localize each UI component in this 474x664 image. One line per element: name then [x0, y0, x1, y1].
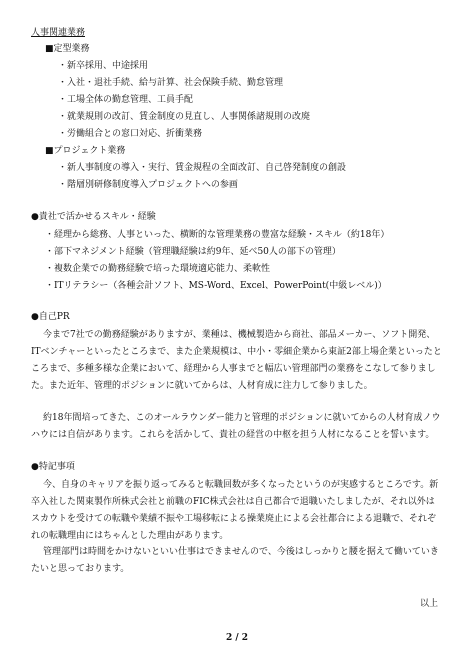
routine-item: ・入社・退社手続、給与計算、社会保険手続、勤怠管理	[58, 78, 284, 88]
notes-paragraph: 管理部門は時間をかけないといい仕事はできませんので、今後はしっかりと腰を据えて働いていきたいと思っております。	[31, 547, 439, 574]
routine-item: ・労働組合との窓口対応、折衝業務	[58, 129, 203, 139]
notes-paragraph: 今、自身のキャリアを振り返ってみると転職回数が多くなったというのが実感するところです。新卒入社した関東製作所株式会社と前職のFIC株式会社は自己都合で退職いたしましたが、それ以外はスカウトを受けての転職や業績不振や工場移転による操業廃止による会社都合による退職で、それぞれの転職理由にはちゃんとした理由があります。	[31, 480, 439, 541]
routine-item: ・新卒採用、中途採用	[58, 61, 149, 71]
routine-item: ・工場全体の勤怠管理、工員手配	[58, 95, 194, 105]
project-item: ・新人事制度の導入・実行、賃金規程の全面改訂、自己啓発制度の創設	[58, 163, 347, 173]
subsection-project: ■プロジェクト業務	[45, 146, 126, 156]
project-item: ・階層別研修制度導入プロジェクトへの参画	[58, 180, 238, 190]
section-heading-hr: 人事関連業務	[31, 28, 86, 38]
section-heading-notes: ●特記事項	[31, 462, 75, 472]
section-heading-skills: ●貴社で活かせるスキル・経験	[31, 212, 156, 222]
skill-item: ・ITリテラシー（各種会計ソフト、MS-Word、Excel、PowerPoint(中級レベル)）	[45, 281, 387, 291]
pr-paragraph: 約18年間培ってきた、このオールラウンダー能力と管理的ポジションに就いてからの人材育成ノウハウには自信があります。これらを活かして、貴社の経営の中枢を担う人材になることを誓います。	[31, 413, 441, 440]
closing-mark: 以上	[419, 599, 438, 609]
skill-item: ・複数企業での勤務経験で培った環境適応能力、柔軟性	[45, 264, 271, 274]
skill-item: ・経理から総務、人事といった、横断的な管理業務の豊富な経験・スキル（約18年）	[45, 230, 390, 240]
routine-item: ・就業規則の改訂、賃金制度の見直し、人事関係諸規則の改廃	[58, 112, 311, 122]
page-number: 2 / 2	[225, 633, 249, 643]
skill-item: ・部下マネジメント経験（管理職経験は約9年、延べ50人の部下の管理）	[45, 247, 341, 257]
subsection-routine: ■定型業務	[45, 44, 90, 54]
pr-paragraph: 今まで7社での勤務経験がありますが、業種は、機械製造から商社、部品メーカー、ソフト開発、ITベンチャーといったところまで、また企業規模は、中小・零細企業から東証2部上場企業といったところまで、多種多様な企業において、経理から人事までと幅広い管理部門の業務をこなして参りました。また近年、管理的ポジションに就いてからは、人材育成に注力して参りました。	[31, 330, 442, 391]
section-heading-pr: ●自己PR	[31, 312, 70, 322]
